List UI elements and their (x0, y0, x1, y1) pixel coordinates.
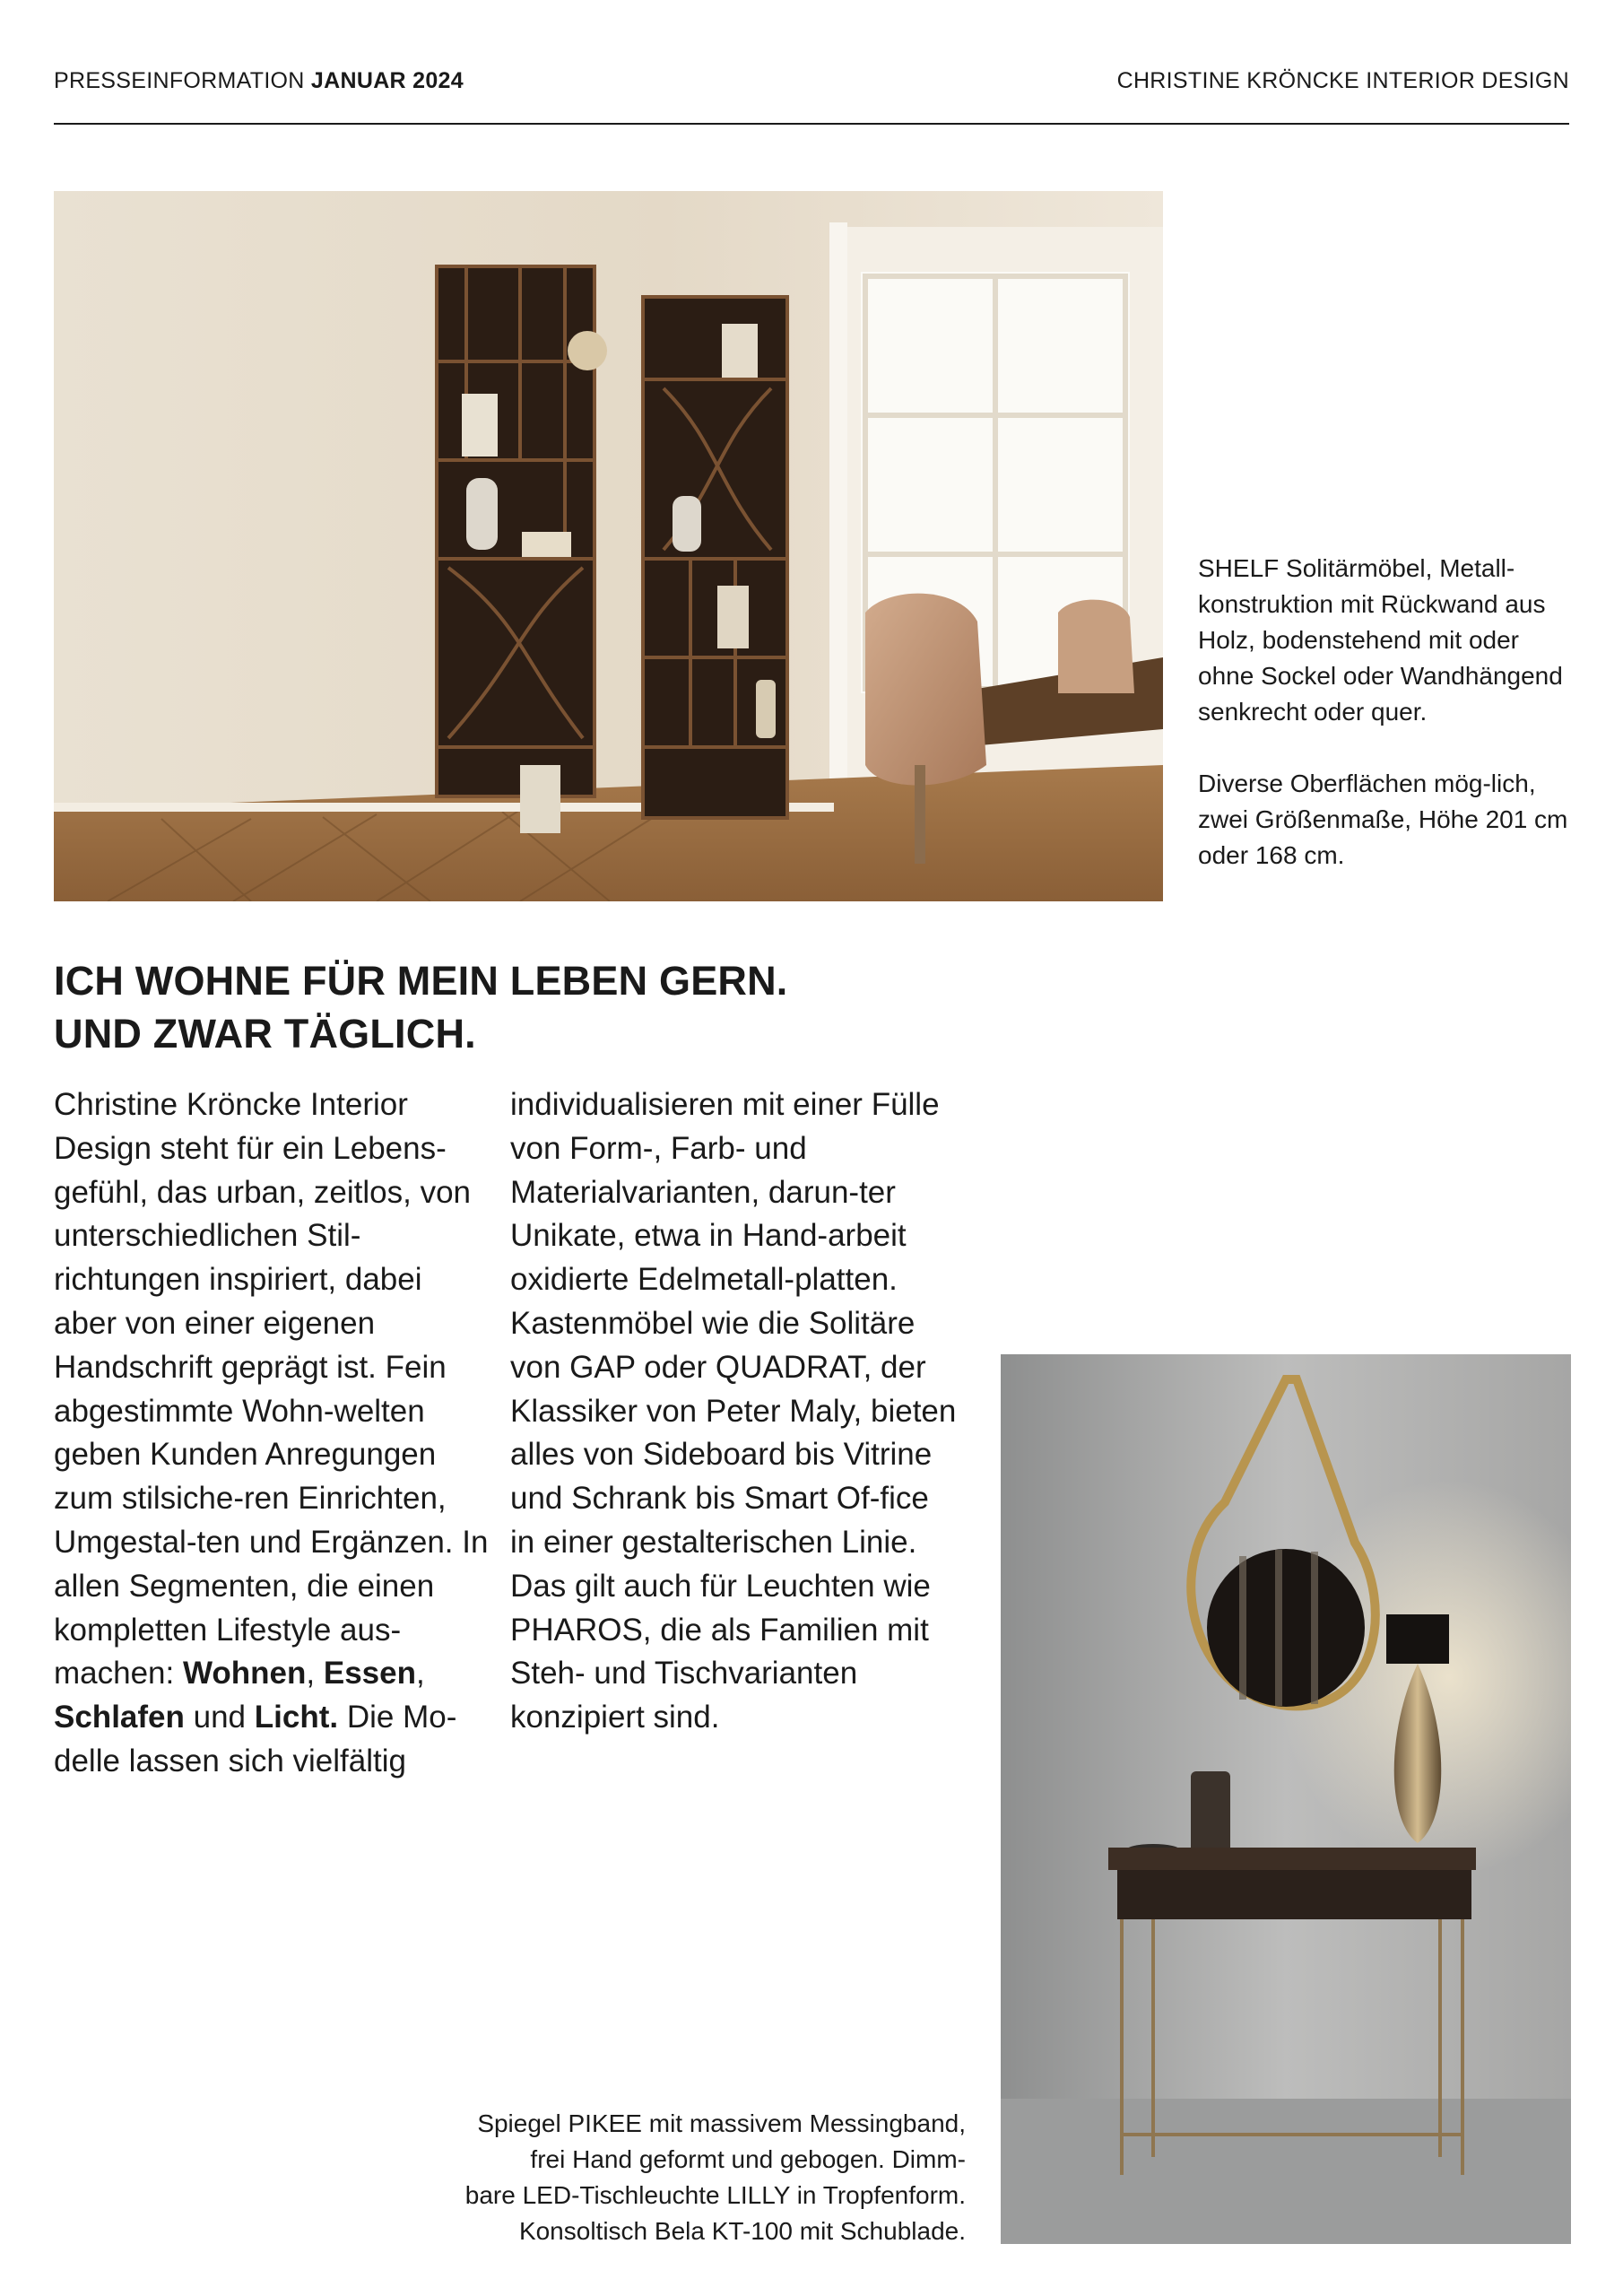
keyword-licht: Licht. (254, 1700, 339, 1735)
keyword-separator: , (306, 1656, 316, 1692)
header-company-name: CHRISTINE KRÖNCKE INTERIOR DESIGN (1116, 68, 1569, 93)
header-label: PRESSEINFORMATION (54, 68, 305, 93)
article-headline (54, 954, 788, 1060)
mirror-photo-caption (338, 2106, 966, 2249)
keyword-separator: , (415, 1656, 425, 1692)
headline-line-1: ICH WOHNE FÜR MEIN LEBEN GERN. (54, 958, 788, 1004)
header-publication-info (54, 68, 464, 94)
body-column-1 (54, 1083, 493, 1784)
mirror-caption-line-3: bare LED-Tischleuchte LILLY in Tropfenform. (464, 2181, 966, 2209)
keyword-wohnen: Wohnen (182, 1656, 307, 1692)
body-column-2: individualisieren mit einer Fülle von Form-, Farb- und Materialvarianten, darun-ter Unikate, etwa in Hand-arbeit oxidierte Edelmetall-platten. Kastenmöbel wie die Solitäre von GAP oder QUADRAT, der Klassiker von Peter Maly, bieten alles von Sideboard bis Vitrine und Schrank bis Smart Of-fice in einer gestalterischen Linie. Das gilt auch für Leuchten wie PHAROS, die als Familien mit Steh- und Tischvarianten konzipiert sind. (510, 1087, 957, 1735)
mirror-caption-line-2: frei Hand geformt und gebogen. Dimm- (530, 2145, 966, 2173)
shelf-caption-description: SHELF Solitärmöbel, Metall-konstruktion mit Rückwand aus Holz, bodenstehend mit oder ohne Sockel oder Wandhängend senkrecht oder quer. (1198, 554, 1563, 726)
shelf-caption-options: Diverse Oberflächen mög-lich, zwei Größenmaße, Höhe 201 cm oder 168 cm. (1198, 770, 1568, 869)
mirror-console-photo (1001, 1354, 1571, 2244)
mirror-caption-line-1: Spiegel PIKEE mit massivem Messingband, (477, 2109, 966, 2137)
header-date: JANUAR 2024 (310, 68, 464, 93)
keyword-schlafen: Schlafen (54, 1700, 185, 1735)
shelf-photo-caption (1198, 551, 1575, 909)
header-divider (54, 123, 1569, 125)
headline-line-2: UND ZWAR TÄGLICH. (54, 1011, 476, 1057)
mirror-caption-line-4: Konsoltisch Bela KT-100 mit Schublade. (518, 2217, 966, 2245)
shelf-photo (54, 191, 1163, 901)
body-col1-text: Christine Kröncke Interior Design steht für ein Lebens-gefühl, das urban, zeitlos, von unterschiedlichen Stil-richtungen inspiriert, dabei aber von einer eigenen Handschrift geprägt ist. Fein abgestimmte Wohn-welten geben Kunden Anregungen zum stilsiche-ren Einrichten, Umgestal-ten und Ergänzen. In allen Segmenten, die einen kompletten Lifestyle aus-machen: (54, 1087, 489, 1692)
body-col1-tail: Die Mo-delle lassen sich vielfältig (54, 1700, 457, 1779)
keyword-essen: Essen (323, 1656, 416, 1692)
keyword-conjunction: und (193, 1700, 247, 1735)
